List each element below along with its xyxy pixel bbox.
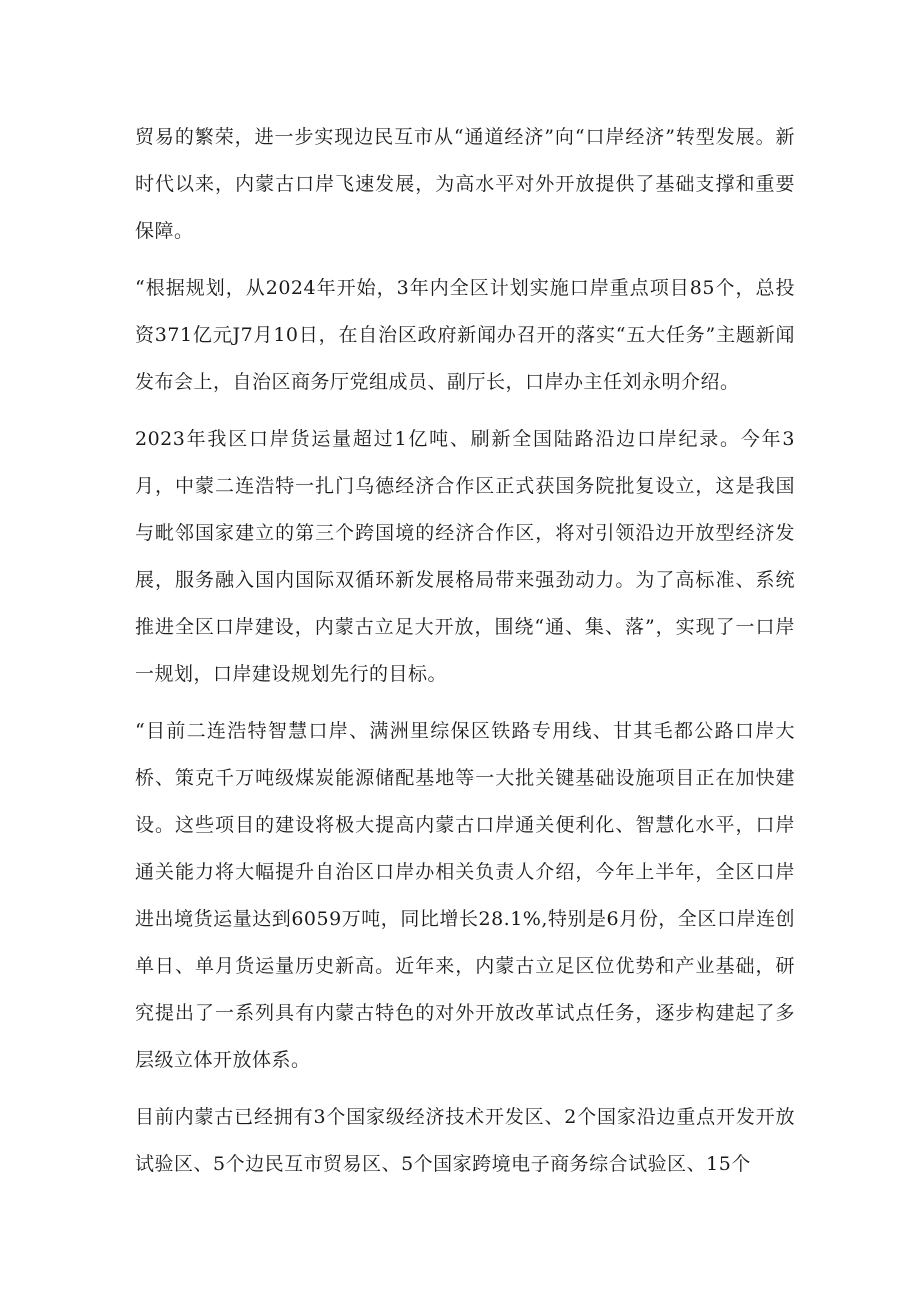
- paragraph-1: 贸易的繁荣，进一步实现边民互市从“通道经济”向“口岸经济”转型发展。新时代以来，内蒙古口岸飞速发展，为高水平对外开放提供了基础支撑和重要保障。: [135, 126, 795, 242]
- paragraph-4: “目前二连浩特智慧口岸、满洲里综保区铁路专用线、甘其毛都公路口岸大桥、策克千万吨级煤炭能源储配基地等一大批关键基础设施项目正在加快建设。这些项目的建设将极大提高内蒙古口岸通关便利化、智慧化水平，口岸通关能力将大幅提升自治区口岸办相关负责人介绍，今年上半年，全区口岸进出境货运量达到6059万吨，同比增长28.1%,特别是6月份，全区口岸连创单日、单月货运量历史新高。近年来，内蒙古立足区位优势和产业基础，研究提出了一系列具有内蒙古特色的对外开放改革试点任务，逐步构建起了多层级立体开放体系。: [135, 720, 795, 1071]
- paragraph-3: 2023年我区口岸货运量超过1亿吨、刷新全国陆路沿边口岸纪录。今年3月，中蒙二连浩特一扎门乌德经济合作区正式获国务院批复设立，这是我国与毗邻国家建立的第三个跨国境的经济合作区，将对引领沿边开放型经济发展，服务融入国内国际双循环新发展格局带来强劲动力。为了高标准、系统推进全区口岸建设，内蒙古立足大开放，围绕“通、集、落”，实现了一口岸一规划，口岸建设规划先行的目标。: [135, 428, 795, 685]
- paragraph-5: 目前内蒙古已经拥有3个国家级经济技术开发区、2个国家沿边重点开发开放试验区、5个边民互市贸易区、5个国家跨境电子商务综合试验区、15个: [135, 1106, 795, 1175]
- document-body: [135, 114, 795, 1198]
- paragraph-2: “根据规划，从2024年开始，3年内全区计划实施口岸重点项目85个，总投资371亿元J7月10日，在自治区政府新闻办召开的落实“五大任务”主题新闻发布会上，自治区商务厅党组成员、副厅长，口岸办主任刘永明介绍。: [135, 277, 795, 393]
